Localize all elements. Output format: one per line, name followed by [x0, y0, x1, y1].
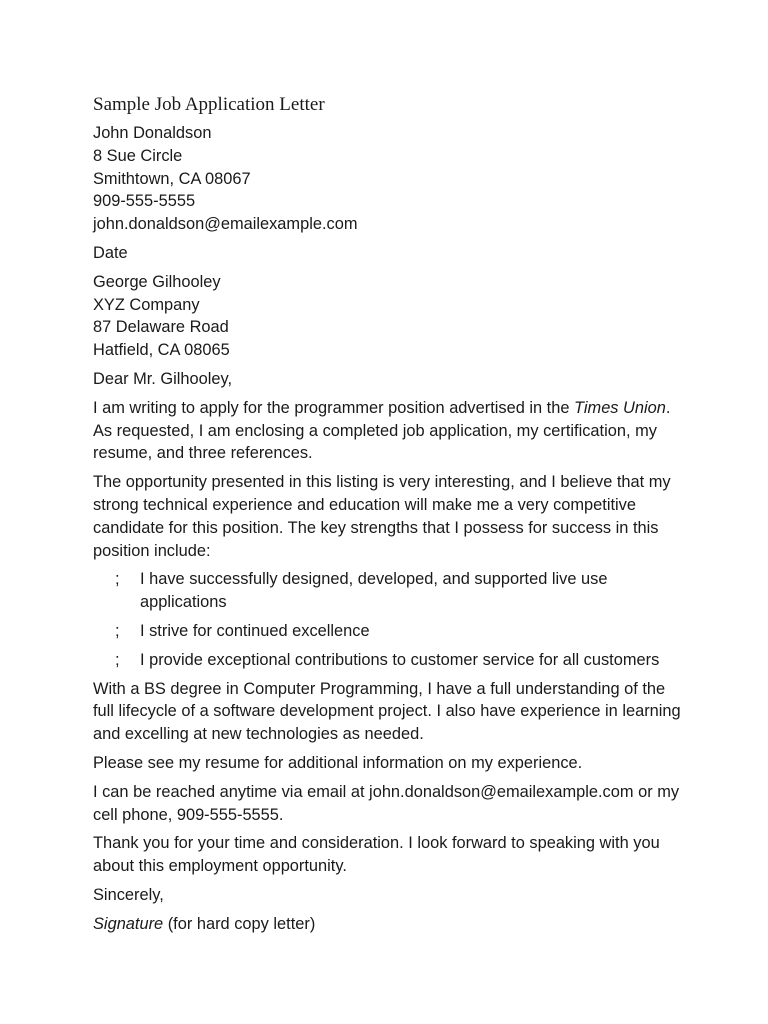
- sender-city: Smithtown, CA 08067: [93, 169, 251, 188]
- sender-address: [93, 122, 683, 236]
- sender-email: john.donaldson@emailexample.com: [93, 215, 358, 234]
- recipient-city: Hatfield, CA 08065: [93, 341, 230, 360]
- strengths-list: [93, 568, 683, 671]
- paragraph-contact: I can be reached anytime via email at john.donaldson@emailexample.com or my cell phone, 909-555-5555.: [93, 782, 680, 824]
- salutation-block: [93, 368, 683, 391]
- date-line: [93, 242, 683, 265]
- paragraph-resume: Please see my resume for additional information on my experience.: [93, 753, 583, 772]
- recipient-street: 87 Delaware Road: [93, 318, 229, 337]
- recipient-address: [93, 271, 683, 362]
- paragraph-thanks: Thank you for your time and consideration. I look forward to speaking with you about this employment opportunity.: [93, 834, 660, 876]
- newspaper-name: Times Union: [574, 398, 666, 417]
- letter-date: Date: [93, 243, 128, 262]
- list-item-text: I have successfully designed, developed, and supported live use applications: [140, 570, 608, 612]
- paragraph-opportunity: The opportunity presented in this listing is very interesting, and I believe that my strong technical experience and education will make me a very competitive candidate for this position. The key strengths that I possess for success in this position include:: [93, 473, 671, 560]
- sender-name: John Donaldson: [93, 124, 212, 142]
- paragraph-degree: With a BS degree in Computer Programming, I have a full understanding of the full lifecycle of a software development project. I also have experience in learning and excelling at new technologies as needed.: [93, 679, 681, 744]
- salutation: Dear Mr. Gilhooley,: [93, 369, 233, 388]
- document-title: Sample Job Application Letter: [93, 94, 325, 115]
- recipient-name: George Gilhooley: [93, 272, 221, 291]
- bullet-marker: ;: [115, 650, 120, 669]
- list-item-text: I provide exceptional contributions to customer service for all customers: [140, 650, 660, 669]
- paragraph-intro-after: . As requested, I am enclosing a completed job application, my certification, my resume, and three references.: [93, 398, 671, 463]
- list-item-text: I strive for continued excellence: [140, 621, 370, 640]
- bullet-marker: ;: [115, 621, 120, 640]
- list-item: [93, 649, 683, 672]
- paragraph-intro-before: I am writing to apply for the programmer position advertised in the: [93, 398, 575, 417]
- signature-note: (for hard copy letter): [163, 914, 316, 933]
- signature: Signature: [93, 914, 164, 933]
- sender-phone: 909-555-5555: [93, 192, 196, 211]
- list-item: [93, 620, 683, 643]
- list-item: [93, 568, 683, 614]
- closing: Sincerely,: [93, 885, 164, 904]
- sender-street: 8 Sue Circle: [93, 146, 183, 165]
- bullet-marker: ;: [115, 570, 120, 589]
- signature-line: [93, 913, 683, 936]
- paragraph-intro: [93, 397, 683, 465]
- recipient-company: XYZ Company: [93, 295, 200, 314]
